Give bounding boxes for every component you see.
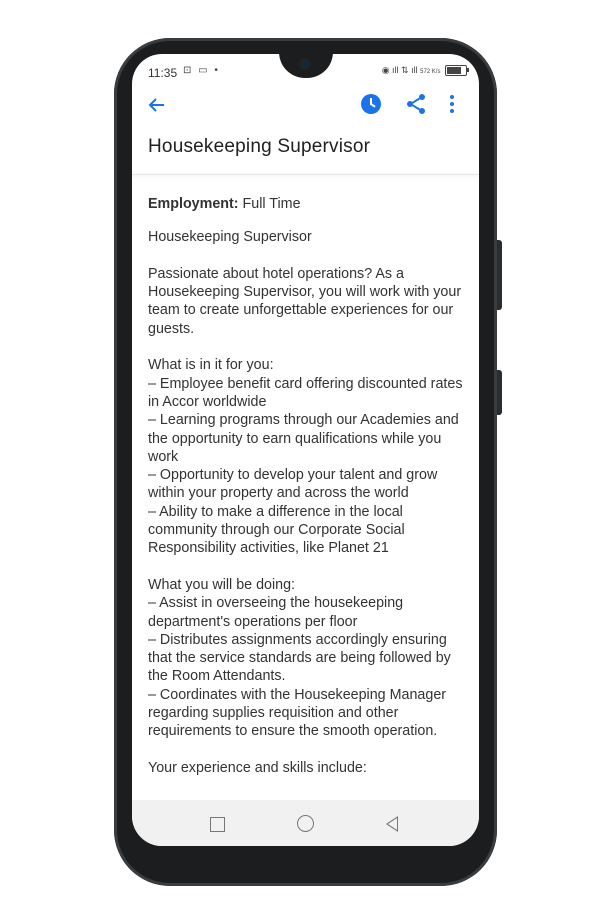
header-divider xyxy=(132,174,479,175)
status-right xyxy=(382,65,467,76)
job-subtitle: Housekeeping Supervisor xyxy=(148,229,312,246)
duties-heading: What you will be doing: xyxy=(148,576,296,593)
screen xyxy=(132,54,479,846)
list-item: – Employee benefit card offering discounted rates in Accor worldwide xyxy=(148,375,463,410)
volume-button xyxy=(497,240,502,310)
benefits-heading: What is in it for you: xyxy=(148,357,274,374)
app-bar xyxy=(132,88,479,128)
power-button xyxy=(497,370,502,415)
clock-icon[interactable] xyxy=(361,94,381,114)
employment-label: Employment: xyxy=(148,196,239,212)
battery-icon xyxy=(445,65,467,76)
benefits-section xyxy=(148,356,470,557)
job-intro: Passionate about hotel operations? As a Housekeeping Supervisor, you will work with your team to create unforgettable experiences for our guests. xyxy=(148,265,462,337)
network-speed: 572 K/s xyxy=(420,69,441,75)
duties-section xyxy=(148,576,470,741)
employment-value: Full Time xyxy=(242,196,301,212)
employment-line xyxy=(148,195,470,213)
list-item: – Ability to make a difference in the local community through our Corporate Social Responsibility activities, like Planet 21 xyxy=(148,503,405,557)
notification-icons: ⊡ ▭ • xyxy=(183,65,220,76)
job-description xyxy=(148,195,470,777)
list-item: – Opportunity to develop your talent and grow within your property and across the world xyxy=(148,467,438,502)
square-icon[interactable] xyxy=(210,817,225,832)
share-icon[interactable] xyxy=(404,92,428,116)
system-nav-bar xyxy=(132,800,479,846)
page-title: Housekeeping Supervisor xyxy=(148,136,371,157)
circle-icon[interactable] xyxy=(297,815,314,832)
back-arrow-icon[interactable] xyxy=(148,94,166,120)
list-item: – Distributes assignments accordingly ensuring that the service standards are being followed by the Room Attendants. xyxy=(148,631,451,685)
skills-heading: Your experience and skills include: xyxy=(148,759,367,776)
camera-icon xyxy=(299,58,311,70)
signal-icons: ◉ ıll ⇅ ıll xyxy=(381,65,418,75)
list-item: – Assist in overseeing the housekeeping department's operations per floor xyxy=(148,595,404,630)
list-item: – Learning programs through our Academies and the opportunity to earn qualifications while you work xyxy=(148,412,459,465)
status-time: 11:35 xyxy=(148,66,178,80)
more-vert-icon[interactable] xyxy=(450,95,456,115)
triangle-back-icon[interactable] xyxy=(386,816,398,832)
list-item: – Coordinates with the Housekeeping Manager regarding supplies requisition and other requirements to ensure the smooth operation. xyxy=(148,686,447,740)
